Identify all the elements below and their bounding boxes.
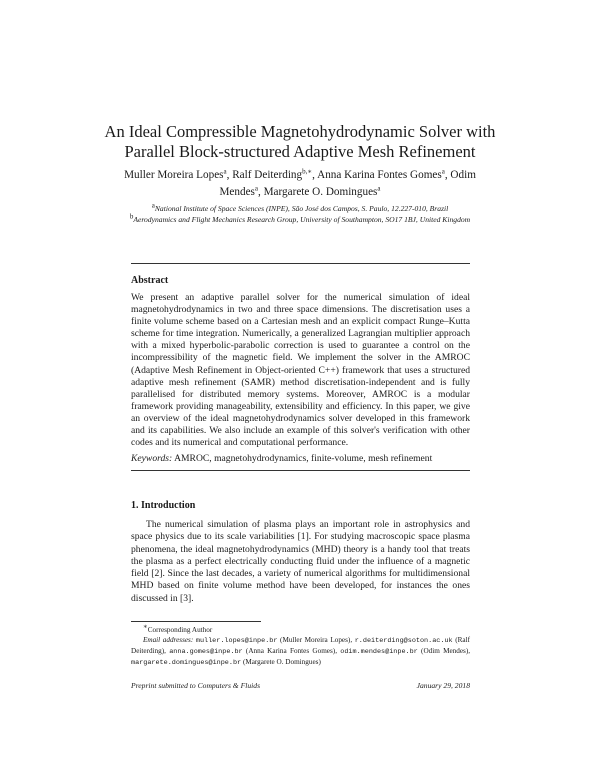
- email-label: Email addresses:: [143, 636, 194, 644]
- footnote-rule: [131, 621, 261, 622]
- author: Muller Moreira Lopes$^a$,: [124, 167, 233, 181]
- introduction-paragraph: The numerical simulation of plasma plays an important role in astrophysics and space physics due to its scale variabilities [1]. For studying macroscopic space plasma phenomena, the ideal magnetohydrodynamics (MHD) theory is a handy tool that treats the plasma as a perfect electrically conducting fluid under the influence of a magnetic field [2]. Since the last decades, a variety of numerical algorithms for multidimensional MHD based on finite volume method have been developed, for instances the ones discussed in [3].: [131, 519, 470, 604]
- section-heading-introduction: 1. Introduction: [131, 500, 196, 511]
- keywords-text: AMROC, magnetohydrodynamics, finite-volume, mesh refinement: [174, 453, 433, 464]
- footer-journal: Preprint submitted to Computers & Fluids: [131, 681, 261, 690]
- affiliation-a: $^a$National Institute of Space Sciences (INPE), São José dos Campos, S. Paulo, 12.227-010, Brazil: [151, 201, 449, 213]
- title-line-1: An Ideal Compressible Magnetohydrodynamic Solver with: [104, 122, 496, 141]
- keywords-label: Keywords:: [131, 453, 173, 464]
- affiliation-b: $^b$Aerodynamics and Flight Mechanics Research Group, University of Southampton, SO17 1BJ, United Kingdom: [129, 212, 471, 224]
- footnote-emails: Email addresses: muller.lopes@inpe.br (Muller Moreira Lopes), r.deiterding@soton.ac.uk (Ralf Deiterding), anna.gomes@inpe.br (Anna Karina Fontes Gomes), odim.mendes@inpe.br (Odim Mendes), margarete.domingues@inpe.br (Margarete O. Domingues): [131, 636, 471, 667]
- author: Odim Mendes$^a$,: [219, 169, 476, 198]
- email-link[interactable]: r.deiterding@soton.ac.uk: [354, 637, 453, 645]
- footer-date: January 29, 2018: [416, 681, 470, 690]
- email-link[interactable]: odim.mendes@inpe.br: [340, 648, 418, 656]
- abstract-top-rule: [131, 263, 470, 264]
- footnotes: [131, 622, 471, 668]
- email-link[interactable]: muller.lopes@inpe.br: [195, 637, 278, 645]
- keywords: [131, 453, 470, 465]
- abstract-bottom-rule: [131, 470, 470, 471]
- affiliations: [120, 203, 480, 225]
- email-link[interactable]: margarete.domingues@inpe.br: [131, 659, 242, 667]
- author: Anna Karina Fontes Gomes$^a$,: [317, 167, 451, 181]
- abstract-heading: Abstract: [131, 275, 169, 286]
- email-link[interactable]: anna.gomes@inpe.br: [169, 648, 243, 656]
- author: Margarete O. Domingues$^a$: [263, 184, 381, 198]
- footnote-corresponding: ∗Corresponding Author: [143, 622, 213, 634]
- author-list: [120, 167, 480, 201]
- author: Ralf Deiterding$^{b,∗}$,: [232, 167, 318, 181]
- paper-title: [0, 122, 600, 162]
- abstract-text: We present an adaptive parallel solver for the numerical simulation of ideal magnetohydrodynamics in two and three space dimensions. The discretisation uses a finite volume scheme based on a Cartesian mesh and an explicit compact Runge–Kutta scheme for time integration. Numerically, a generalized Lagrangian multiplier approach with a mixed hyperbolic-parabolic correction is used to guarantee a control on the incompressibility of the magnetic field. We implement the solver in the AMROC (Adaptive Mesh Refinement in Object-oriented C++) framework that uses a structured adaptive mesh refinement (SAMR) method discretisation-independent and is fully parallelised for distributed memory systems. Moreover, AMROC is a modular framework providing manageability, extensibility and efficiency. In this paper, we give an overview of the ideal magnetohydrodynamics solver developed in this framework and its capabilities. We also include an example of this solver's verification with other codes and its numerical and computational performance.: [131, 292, 470, 449]
- title-line-2: Parallel Block-structured Adaptive Mesh Refinement: [124, 142, 476, 161]
